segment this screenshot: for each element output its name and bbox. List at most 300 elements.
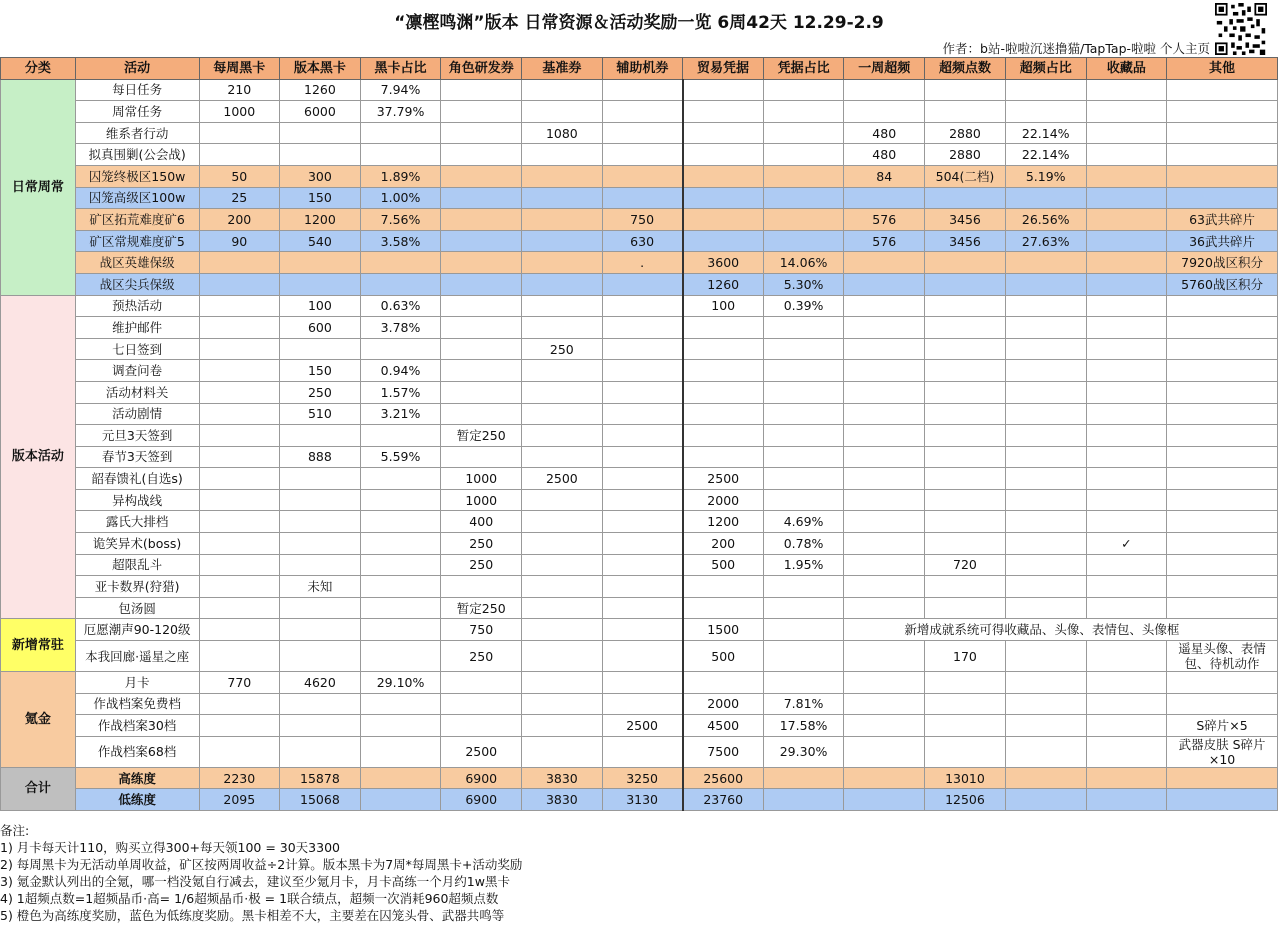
table-cell bbox=[1167, 122, 1278, 144]
table-cell bbox=[763, 144, 844, 166]
table-cell bbox=[683, 576, 764, 598]
table-cell bbox=[280, 619, 361, 641]
table-cell: 36武共碎片 bbox=[1167, 230, 1278, 252]
table-cell bbox=[925, 715, 1006, 737]
table-cell bbox=[280, 122, 361, 144]
table-cell: 3830 bbox=[522, 789, 602, 811]
table-cell bbox=[683, 381, 764, 403]
table-cell bbox=[441, 187, 522, 209]
table-row bbox=[1, 381, 1278, 403]
table-cell bbox=[844, 317, 925, 339]
table-cell: 14.06% bbox=[763, 252, 844, 274]
table-cell: 3.58% bbox=[360, 230, 441, 252]
table-cell: 300 bbox=[280, 165, 361, 187]
table-cell bbox=[844, 252, 925, 274]
table-cell bbox=[1005, 101, 1086, 123]
table-cell bbox=[280, 715, 361, 737]
table-cell bbox=[925, 425, 1006, 447]
table-row bbox=[1, 165, 1278, 187]
activity-cell: 维系者行动 bbox=[75, 122, 199, 144]
table-cell: 0.94% bbox=[360, 360, 441, 382]
table-cell bbox=[844, 576, 925, 598]
table-cell: 600 bbox=[280, 317, 361, 339]
table-cell: 480 bbox=[844, 122, 925, 144]
table-cell: 3.21% bbox=[360, 403, 441, 425]
table-cell bbox=[441, 165, 522, 187]
table-cell bbox=[602, 403, 683, 425]
table-cell bbox=[1005, 360, 1086, 382]
table-row bbox=[1, 338, 1278, 360]
table-cell bbox=[441, 144, 522, 166]
activity-cell: 矿区常规难度矿5 bbox=[75, 230, 199, 252]
table-cell bbox=[683, 425, 764, 447]
table-cell: 210 bbox=[199, 79, 280, 101]
table-cell bbox=[602, 425, 683, 447]
table-cell bbox=[1167, 425, 1278, 447]
table-cell bbox=[522, 641, 602, 672]
table-cell bbox=[602, 533, 683, 555]
table-cell bbox=[844, 381, 925, 403]
table-cell bbox=[1005, 641, 1086, 672]
table-cell bbox=[925, 273, 1006, 295]
activity-cell: 活动材料关 bbox=[75, 381, 199, 403]
table-cell: 1.89% bbox=[360, 165, 441, 187]
note-line: 5) 橙色为高练度奖励，蓝色为低练度奖励。黑卡相差不大，主要差在囚笼头骨、武器共鸣等 bbox=[0, 908, 505, 923]
table-cell bbox=[1167, 533, 1278, 555]
table-cell bbox=[1086, 101, 1167, 123]
table-cell: 5760战区积分 bbox=[1167, 273, 1278, 295]
table-cell: 170 bbox=[925, 641, 1006, 672]
table-cell: 63武共碎片 bbox=[1167, 209, 1278, 231]
table-cell bbox=[602, 736, 683, 767]
table-cell bbox=[199, 295, 280, 317]
table-row bbox=[1, 736, 1278, 767]
table-cell bbox=[280, 338, 361, 360]
col-header: 收藏品 bbox=[1086, 58, 1167, 80]
table-cell bbox=[1005, 789, 1086, 811]
table-cell bbox=[522, 165, 602, 187]
table-cell bbox=[763, 619, 844, 641]
table-cell: 250 bbox=[441, 641, 522, 672]
table-cell bbox=[925, 489, 1006, 511]
table-cell bbox=[602, 295, 683, 317]
table-cell bbox=[1005, 381, 1086, 403]
table-cell bbox=[683, 338, 764, 360]
table-cell bbox=[602, 672, 683, 694]
activity-cell: 矿区拓荒难度矿6 bbox=[75, 209, 199, 231]
table-row bbox=[1, 576, 1278, 598]
table-cell: 6000 bbox=[280, 101, 361, 123]
table-cell: 1.57% bbox=[360, 381, 441, 403]
table-cell bbox=[602, 122, 683, 144]
table-cell: 50 bbox=[199, 165, 280, 187]
table-cell bbox=[360, 767, 441, 789]
table-cell bbox=[763, 767, 844, 789]
table-cell bbox=[280, 468, 361, 490]
rewards-table bbox=[0, 57, 1278, 811]
table-cell bbox=[360, 338, 441, 360]
table-cell: 5.59% bbox=[360, 446, 441, 468]
table-cell bbox=[1005, 187, 1086, 209]
table-cell: 2230 bbox=[199, 767, 280, 789]
table-cell bbox=[360, 511, 441, 533]
table-cell: 3250 bbox=[602, 767, 683, 789]
table-row bbox=[1, 672, 1278, 694]
table-cell: 3600 bbox=[683, 252, 764, 274]
table-cell: 未知 bbox=[280, 576, 361, 598]
activity-cell: 韶春馈礼(自选s) bbox=[75, 468, 199, 490]
table-cell bbox=[280, 554, 361, 576]
table-cell: 6900 bbox=[441, 789, 522, 811]
table-cell bbox=[441, 360, 522, 382]
table-cell bbox=[280, 533, 361, 555]
table-cell: 4.69% bbox=[763, 511, 844, 533]
table-cell bbox=[360, 715, 441, 737]
achievement-note: 新增成就系统可得收藏品、头像、表情包、头像框 bbox=[844, 619, 1278, 641]
table-cell bbox=[360, 576, 441, 598]
table-cell: 22.14% bbox=[1005, 122, 1086, 144]
table-cell: 100 bbox=[280, 295, 361, 317]
table-cell bbox=[763, 425, 844, 447]
table-cell: 250 bbox=[441, 554, 522, 576]
table-cell bbox=[844, 533, 925, 555]
table-cell bbox=[1086, 446, 1167, 468]
table-cell bbox=[1005, 672, 1086, 694]
table-cell bbox=[602, 446, 683, 468]
table-cell bbox=[522, 425, 602, 447]
table-cell: 1200 bbox=[683, 511, 764, 533]
note-line: 3) 氪金默认列出的全氪，哪一档没氪自行减去，建议至少氪月卡，月卡高练一个月约1w黑卡 bbox=[0, 874, 510, 889]
table-cell bbox=[763, 122, 844, 144]
table-cell bbox=[1167, 672, 1278, 694]
table-cell bbox=[522, 273, 602, 295]
table-cell bbox=[925, 381, 1006, 403]
table-cell bbox=[441, 715, 522, 737]
activity-cell: 月卡 bbox=[75, 672, 199, 694]
table-cell bbox=[522, 736, 602, 767]
table-cell: 504(二档) bbox=[925, 165, 1006, 187]
col-header: 活动 bbox=[75, 58, 199, 80]
table-cell bbox=[1005, 597, 1086, 619]
table-cell bbox=[683, 317, 764, 339]
table-cell: 576 bbox=[844, 230, 925, 252]
table-cell bbox=[683, 360, 764, 382]
table-cell: 2500 bbox=[683, 468, 764, 490]
table-cell bbox=[1086, 767, 1167, 789]
table-row bbox=[1, 489, 1278, 511]
table-cell bbox=[844, 79, 925, 101]
activity-cell: 战区尖兵保级 bbox=[75, 273, 199, 295]
activity-cell: 露氏大排档 bbox=[75, 511, 199, 533]
activity-cell: 拟真围剿(公会战) bbox=[75, 144, 199, 166]
table-cell: 12506 bbox=[925, 789, 1006, 811]
table-cell bbox=[844, 554, 925, 576]
table-cell bbox=[441, 230, 522, 252]
table-cell bbox=[1005, 295, 1086, 317]
header-row bbox=[1, 58, 1278, 80]
table-row bbox=[1, 511, 1278, 533]
table-row bbox=[1, 122, 1278, 144]
table-cell: 7920战区积分 bbox=[1167, 252, 1278, 274]
table-cell bbox=[1086, 672, 1167, 694]
table-cell bbox=[925, 597, 1006, 619]
table-cell: 2095 bbox=[199, 789, 280, 811]
table-cell bbox=[441, 317, 522, 339]
table-cell: 2000 bbox=[683, 489, 764, 511]
table-cell bbox=[1167, 489, 1278, 511]
table-cell bbox=[1167, 597, 1278, 619]
table-cell bbox=[280, 597, 361, 619]
table-cell bbox=[602, 165, 683, 187]
table-cell bbox=[360, 736, 441, 767]
table-row bbox=[1, 619, 1278, 641]
table-cell bbox=[360, 597, 441, 619]
table-cell bbox=[280, 511, 361, 533]
activity-cell: 调查问卷 bbox=[75, 360, 199, 382]
table-cell bbox=[199, 122, 280, 144]
table-cell bbox=[844, 425, 925, 447]
table-row bbox=[1, 767, 1278, 789]
table-row bbox=[1, 715, 1278, 737]
table-cell bbox=[1005, 554, 1086, 576]
table-cell bbox=[925, 317, 1006, 339]
table-cell bbox=[522, 693, 602, 715]
table-cell: 29.10% bbox=[360, 672, 441, 694]
table-row bbox=[1, 693, 1278, 715]
table-cell bbox=[522, 360, 602, 382]
table-row bbox=[1, 789, 1278, 811]
table-cell: 5.19% bbox=[1005, 165, 1086, 187]
table-cell bbox=[522, 252, 602, 274]
table-cell bbox=[441, 79, 522, 101]
table-cell bbox=[1086, 736, 1167, 767]
table-cell bbox=[1086, 79, 1167, 101]
table-row bbox=[1, 144, 1278, 166]
table-row bbox=[1, 641, 1278, 672]
table-cell bbox=[199, 554, 280, 576]
table-cell bbox=[522, 533, 602, 555]
table-cell bbox=[199, 736, 280, 767]
table-cell: 1080 bbox=[522, 122, 602, 144]
col-header: 版本黑卡 bbox=[280, 58, 361, 80]
table-row bbox=[1, 533, 1278, 555]
table-cell bbox=[683, 165, 764, 187]
table-cell bbox=[602, 554, 683, 576]
table-cell bbox=[1005, 489, 1086, 511]
table-cell: 3.78% bbox=[360, 317, 441, 339]
table-cell bbox=[763, 230, 844, 252]
table-cell: 25600 bbox=[683, 767, 764, 789]
table-row bbox=[1, 101, 1278, 123]
table-cell bbox=[1005, 317, 1086, 339]
table-cell bbox=[1005, 273, 1086, 295]
table-cell bbox=[763, 79, 844, 101]
table-cell bbox=[199, 381, 280, 403]
activity-cell: 高练度 bbox=[75, 767, 199, 789]
table-cell bbox=[844, 641, 925, 672]
table-cell bbox=[602, 101, 683, 123]
category-cell: 日常周常 bbox=[1, 79, 76, 295]
table-cell bbox=[360, 273, 441, 295]
table-cell: 17.58% bbox=[763, 715, 844, 737]
col-header: 超频点数 bbox=[925, 58, 1006, 80]
table-cell: 84 bbox=[844, 165, 925, 187]
table-cell bbox=[1086, 230, 1167, 252]
note-line: 2) 每周黑卡为无活动单周收益，矿区按两周收益÷2计算。版本黑卡为7周*每周黑卡+活动奖励 bbox=[0, 857, 523, 872]
table-cell bbox=[844, 693, 925, 715]
table-cell bbox=[360, 693, 441, 715]
table-cell: 0.78% bbox=[763, 533, 844, 555]
table-cell: 暂定250 bbox=[441, 425, 522, 447]
table-cell bbox=[844, 338, 925, 360]
table-cell bbox=[1167, 468, 1278, 490]
note-line: 备注: bbox=[0, 823, 30, 838]
col-header: 凭据占比 bbox=[763, 58, 844, 80]
table-cell bbox=[199, 468, 280, 490]
table-cell bbox=[522, 295, 602, 317]
activity-cell: 超限乱斗 bbox=[75, 554, 199, 576]
table-cell: 750 bbox=[441, 619, 522, 641]
table-cell bbox=[1167, 554, 1278, 576]
col-header: 超频占比 bbox=[1005, 58, 1086, 80]
table-cell bbox=[763, 446, 844, 468]
table-cell: 29.30% bbox=[763, 736, 844, 767]
table-cell bbox=[199, 317, 280, 339]
table-cell: 510 bbox=[280, 403, 361, 425]
table-cell: 2500 bbox=[602, 715, 683, 737]
table-cell bbox=[925, 295, 1006, 317]
table-cell bbox=[763, 468, 844, 490]
table-cell bbox=[1086, 209, 1167, 231]
table-cell bbox=[925, 446, 1006, 468]
table-cell bbox=[522, 403, 602, 425]
activity-cell: 春节3天签到 bbox=[75, 446, 199, 468]
table-cell bbox=[522, 209, 602, 231]
table-cell bbox=[1086, 381, 1167, 403]
table-cell: 2500 bbox=[441, 736, 522, 767]
table-cell bbox=[602, 619, 683, 641]
table-cell bbox=[925, 672, 1006, 694]
activity-cell: 包汤圆 bbox=[75, 597, 199, 619]
table-cell bbox=[683, 209, 764, 231]
table-cell: 250 bbox=[280, 381, 361, 403]
table-cell: 4500 bbox=[683, 715, 764, 737]
table-cell bbox=[522, 446, 602, 468]
table-cell bbox=[360, 122, 441, 144]
table-cell bbox=[522, 489, 602, 511]
table-cell bbox=[280, 736, 361, 767]
table-row bbox=[1, 403, 1278, 425]
table-cell: 90 bbox=[199, 230, 280, 252]
table-cell bbox=[441, 295, 522, 317]
table-cell: 26.56% bbox=[1005, 209, 1086, 231]
table-cell bbox=[360, 468, 441, 490]
table-cell bbox=[763, 641, 844, 672]
table-cell: 500 bbox=[683, 641, 764, 672]
table-cell: 150 bbox=[280, 360, 361, 382]
activity-cell: 活动剧情 bbox=[75, 403, 199, 425]
table-cell bbox=[1086, 511, 1167, 533]
table-cell bbox=[360, 489, 441, 511]
category-cell: 氪金 bbox=[1, 672, 76, 768]
table-cell bbox=[1167, 317, 1278, 339]
table-cell bbox=[441, 273, 522, 295]
table-cell bbox=[522, 511, 602, 533]
table-cell bbox=[925, 101, 1006, 123]
table-cell bbox=[1167, 295, 1278, 317]
table-row bbox=[1, 187, 1278, 209]
table-cell bbox=[360, 425, 441, 447]
table-cell: 540 bbox=[280, 230, 361, 252]
table-cell bbox=[360, 619, 441, 641]
table-cell bbox=[844, 489, 925, 511]
table-row bbox=[1, 317, 1278, 339]
table-cell bbox=[1167, 767, 1278, 789]
table-cell bbox=[925, 187, 1006, 209]
table-cell: 6900 bbox=[441, 767, 522, 789]
table-cell bbox=[522, 597, 602, 619]
table-cell bbox=[1005, 693, 1086, 715]
table-cell bbox=[1086, 576, 1167, 598]
table-cell bbox=[1167, 446, 1278, 468]
table-cell bbox=[1086, 360, 1167, 382]
activity-cell: 预热活动 bbox=[75, 295, 199, 317]
table-cell: 37.79% bbox=[360, 101, 441, 123]
table-cell bbox=[522, 554, 602, 576]
table-cell bbox=[199, 360, 280, 382]
table-cell bbox=[1167, 360, 1278, 382]
table-cell bbox=[1167, 403, 1278, 425]
table-cell bbox=[844, 273, 925, 295]
activity-cell: 战区英雄保级 bbox=[75, 252, 199, 274]
activity-cell: 七日签到 bbox=[75, 338, 199, 360]
table-cell bbox=[280, 144, 361, 166]
table-row bbox=[1, 273, 1278, 295]
activity-cell: 作战档案68档 bbox=[75, 736, 199, 767]
table-cell bbox=[522, 381, 602, 403]
table-cell bbox=[280, 693, 361, 715]
table-cell: 720 bbox=[925, 554, 1006, 576]
table-cell: 4620 bbox=[280, 672, 361, 694]
table-cell: 2500 bbox=[522, 468, 602, 490]
table-cell bbox=[1005, 767, 1086, 789]
table-cell bbox=[199, 576, 280, 598]
table-cell bbox=[360, 641, 441, 672]
table-cell bbox=[844, 360, 925, 382]
table-cell bbox=[763, 381, 844, 403]
table-cell bbox=[602, 273, 683, 295]
table-row bbox=[1, 597, 1278, 619]
table-cell bbox=[925, 576, 1006, 598]
table-cell: 3830 bbox=[522, 767, 602, 789]
table-cell bbox=[763, 338, 844, 360]
col-header: 角色研发券 bbox=[441, 58, 522, 80]
table-cell bbox=[280, 252, 361, 274]
table-cell bbox=[763, 360, 844, 382]
table-cell bbox=[602, 338, 683, 360]
table-cell bbox=[522, 317, 602, 339]
table-cell bbox=[763, 101, 844, 123]
table-cell bbox=[199, 489, 280, 511]
table-cell: ✓ bbox=[1086, 533, 1167, 555]
table-cell bbox=[844, 101, 925, 123]
table-cell bbox=[522, 144, 602, 166]
category-cell: 新增常驻 bbox=[1, 619, 76, 672]
table-cell bbox=[763, 489, 844, 511]
table-cell: 1.95% bbox=[763, 554, 844, 576]
table-cell bbox=[925, 736, 1006, 767]
table-cell bbox=[683, 403, 764, 425]
